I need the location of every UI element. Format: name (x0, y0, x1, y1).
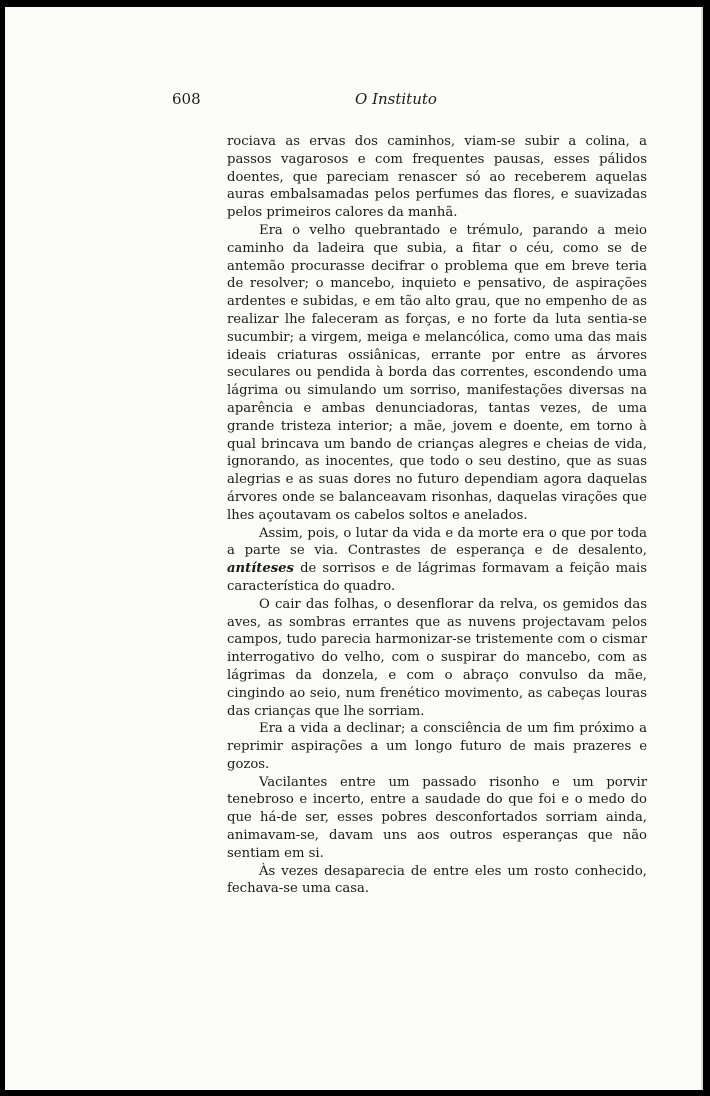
paragraph-2: Era o velho quebrantado e trémulo, parando a meio caminho da ladeira que subia, a fitar o céu, como se de antemão procurasse decifrar o problema que em breve teria de resolver; o mancebo, inquieto e pensativo, de aspirações ardentes e subidas, e em tão alto grau, que no empenho de as realizar lhe faleceram as forças, e no forte da luta sentia-se sucumbir; a virgem, meiga e melancólica, como uma das mais ideais criaturas ossiânicas, errante por entre as árvores seculares ou pendida à borda das correntes, escondendo uma lágrima ou simulando um sorriso, manifestações diversas na aparência e ambas denunciadoras, tantas vezes, de uma grande tristeza interior; a mãe, jovem e doente, em torno à qual brincava um bando de crianças alegres e cheias de vida, ignorando, as inocentes, que todo o seu destino, que as suas alegrias e as suas dores no futuro dependiam agora daquelas árvores onde se balanceavam risonhas, daquelas virações que lhes açoutavam os cabelos soltos e anelados. (227, 222, 647, 523)
paragraph-3 (227, 525, 647, 596)
paragraph-6: Vacilantes entre um passado risonho e um porvir tenebroso e incerto, entre a saudade do que foi e o medo do que há-de ser, esses pobres desconfortados sorriam ainda, animavam-se, davam uns aos outros esperanças que não sentiam em si. (227, 774, 647, 861)
running-title: O Instituto (355, 90, 437, 108)
page-number: 608 (172, 90, 201, 108)
emphasis-antiteses: antíteses (227, 561, 294, 577)
body-text (227, 133, 647, 898)
book-page (5, 7, 703, 1090)
paragraph-1: rociava as ervas dos caminhos, viam-se subir a colina, a passos vagarosos e com frequentes pausas, esses pálidos doentes, que pareciam renascer só ao receberem aquelas auras embalsamadas pelos perfumes das flores, e suavizadas pelos primeiros calores da manhã. (227, 134, 647, 221)
paragraph-7: Às vezes desaparecia de entre eles um rosto conhecido, fechava-se uma casa. (227, 863, 647, 897)
paragraph-3-text-after: de sorrisos e de lágrimas formavam a feição mais característica do quadro. (227, 561, 647, 594)
page-header (5, 90, 701, 114)
paragraph-4: O cair das folhas, o desenflorar da relva, os gemidos das aves, as sombras errantes que as nuvens projectavam pelos campos, tudo parecia harmonizar-se tristemente com o cismar interrogativo do velho, com o suspirar do mancebo, com as lágrimas da donzela, e com o abraço convulso da mãe, cingindo ao seio, num frenético movimento, as cabeças louras das crianças que lhe sorriam. (227, 596, 647, 719)
paragraph-3-text-before: Assim, pois, o lutar da vida e da morte era o que por toda a parte se via. Contrastes de esperança e de desalento, (227, 525, 647, 559)
paragraph-5: Era a vida a declinar; a consciência de um fim próximo a reprimir aspirações a um longo futuro de mais prazeres e gozos. (227, 721, 647, 772)
